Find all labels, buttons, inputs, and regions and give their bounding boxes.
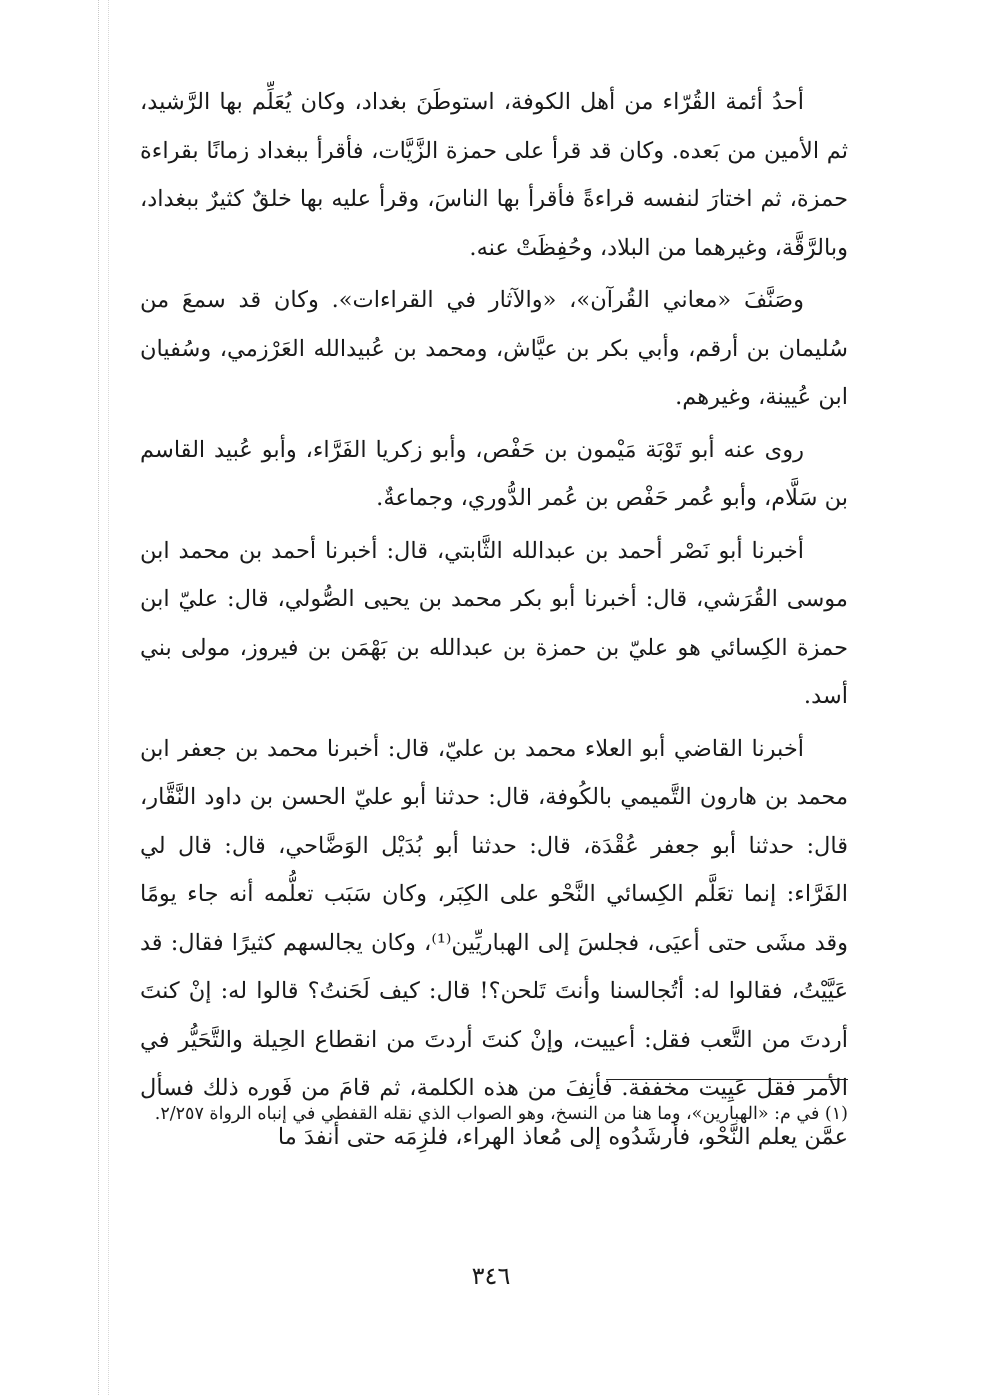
scan-margin-dots <box>98 0 99 1395</box>
footnote: (١) في م: «الهبارين»، وما هنا من النسخ، وهو الصواب الذي نقله القفطي في إنباه الرواة ٢/٢٥٧. <box>154 1104 848 1124</box>
paragraph-works: وصَنَّفَ «معاني القُرآن»، «والآثار في القراءات». وكان قد سمعَ من سُليمان بن أرقم، وأبي بكر بن عيَّاش، ومحمد بن عُبيدالله العَرْزمي، وسُفيان ابن عُيينة، وغيرهم. <box>140 287 848 410</box>
footnote-separator <box>606 1079 848 1080</box>
paragraph-lineage: أخبرنا أبو نَصْر أحمد بن عبدالله الثَّابتي، قال: أخبرنا أحمد بن محمد ابن موسى القُرَشي، قال: أخبرنا أبو بكر محمد بن يحيى الصُّولي، قال: عليّ ابن حمزة الكِسائي هو عليّ بن حمزة بن عبدالله بن بَهْمَن بن فيروز، مولى بني أسد. <box>140 537 848 709</box>
paragraph-biography: أحدُ أئمة القُرّاء من أهل الكوفة، استوطَنَ بغداد، وكان يُعَلِّم بها الرَّشيد، ثم الأمين من بَعده. وكان قد قرأ على حمزة الزَّيَّات، فأقرأ ببغداد زمانًا بقراءة حمزة، ثم اختارَ لنفسه قراءةً فأقرأ بها الناسَ، وقرأ عليه بها خلقٌ كثيرٌ ببغداد، وبالرَّقَّة، وغيرهما من البلاد، وحُفِظَتْ عنه. <box>140 89 848 261</box>
page-number: ٣٤٦ <box>471 1262 511 1290</box>
scan-margin-dots-inner <box>108 0 109 1395</box>
main-text-block <box>140 78 848 1165</box>
paragraph-narrators: روى عنه أبو تَوْبَة مَيْمون بن حَفْص، وأبو زكريا الفَرَّاء، وأبو عُبيد القاسم بن سَلَّام، وأبو عُمر حَفْص بن عُمر الدُّوري، وجماعةٌ. <box>140 436 848 511</box>
paragraph-anecdote: أخبرنا القاضي أبو العلاء محمد بن عليّ، قال: أخبرنا محمد بن جعفر ابن محمد بن هارون التَّميمي بالكُوفة، قال: حدثنا أبو عليّ الحسن بن داود النَّقَّار، قال: حدثنا أبو جعفر عُقْدَة، قال: حدثنا أبو بُدَيْل الوَضَّاحي، قال: قال لي الفَرَّاء: إنما تعَلَّم الكِسائي النَّحْو على الكِبَر، وكان سَبَب تعلُّمه أنه جاء يومًا وقد مشَى حتى أعيَى، فجلسَ إلى الهباريِّين⁽¹⁾، وكان يجالسهم كثيرًا فقال: قد عَيَّيْتُ، فقالوا له: أتُجالسنا وأنتَ تَلحن؟! قال: كيف لَحَنتُ؟ قالوا له: إنْ كنتَ أردتَ من التَّعب فقل: أعييت، وإنْ كنتَ أردتَ من انقطاع الحِيلة والتَّحَيُّر في الأمر فقل عَيِيت مخففة. فأنِفَ من هذه الكلمة، ثم قامَ من فَوره ذلك فسأل عمَّن يعلم النَّحْو، فأرشَدُوه إلى مُعاذ الهراء، فلزِمَه حتى أنفدَ ما <box>140 735 848 1150</box>
